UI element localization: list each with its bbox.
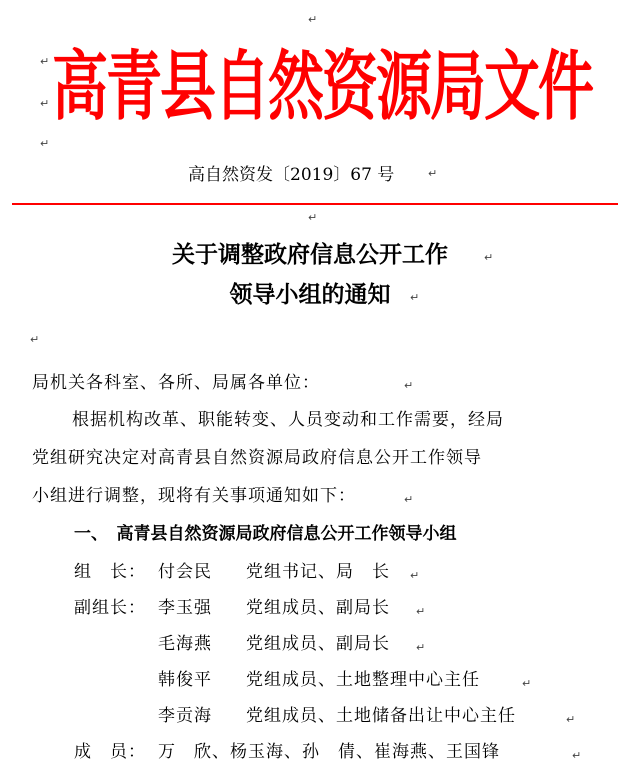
member-post: 党组书记、局 长 <box>246 562 390 582</box>
staff-role: 成 员： <box>74 742 146 762</box>
paragraph-mark: ↵ <box>428 167 438 180</box>
member-name: 李贡海 <box>158 706 212 726</box>
member-role: 组 长： <box>74 562 146 582</box>
paragraph-mark: ↵ <box>416 641 426 654</box>
paragraph-mark: ↵ <box>40 137 50 150</box>
body-paragraph-line-3: 小组进行调整，现将有关事项通知如下： <box>32 486 356 506</box>
paragraph-mark: ↵ <box>522 677 532 690</box>
member-name: 韩俊平 <box>158 670 212 690</box>
member-post: 党组成员、副局长 <box>246 598 390 618</box>
paragraph-mark: ↵ <box>572 749 582 762</box>
paragraph-mark: ↵ <box>308 13 318 26</box>
member-name: 李玉强 <box>158 598 212 618</box>
member-post: 党组成员、土地整理中心主任 <box>246 670 480 690</box>
paragraph-mark: ↵ <box>484 251 494 264</box>
paragraph-mark: ↵ <box>566 713 576 726</box>
paragraph-mark: ↵ <box>404 493 414 506</box>
paragraph-mark: ↵ <box>30 333 40 346</box>
member-name: 付会民 <box>158 562 212 582</box>
member-post: 党组成员、土地储备出让中心主任 <box>246 706 516 726</box>
document-header-title: 高青县自然资源局文件 <box>52 43 592 132</box>
paragraph-mark: ↵ <box>40 97 50 110</box>
section-heading: 一、 高青县自然资源局政府信息公开工作领导小组 <box>74 524 457 544</box>
header-divider <box>12 203 618 205</box>
salutation: 局机关各科室、各所、局属各单位： <box>32 373 320 393</box>
body-paragraph-line-1: 根据机构改革、职能转变、人员变动和工作需要，经局 <box>72 410 504 430</box>
body-paragraph-line-2: 党组研究决定对高青县自然资源局政府信息公开工作领导 <box>32 448 482 468</box>
paragraph-mark: ↵ <box>410 291 420 304</box>
paragraph-mark: ↵ <box>410 569 420 582</box>
notice-title-line-2: 领导小组的通知 <box>229 282 391 308</box>
member-name: 毛海燕 <box>158 634 212 654</box>
member-post: 党组成员、副局长 <box>246 634 390 654</box>
paragraph-mark: ↵ <box>40 55 50 68</box>
notice-title-line-1: 关于调整政府信息公开工作 <box>172 242 448 268</box>
staff-names: 万 欣、杨玉海、孙 倩、崔海燕、王国锋 <box>158 742 500 762</box>
member-role: 副组长： <box>74 598 146 618</box>
paragraph-mark: ↵ <box>416 605 426 618</box>
paragraph-mark: ↵ <box>404 379 414 392</box>
document-number: 高自然资发〔2019〕67 号 <box>188 165 395 185</box>
paragraph-mark: ↵ <box>308 211 318 224</box>
